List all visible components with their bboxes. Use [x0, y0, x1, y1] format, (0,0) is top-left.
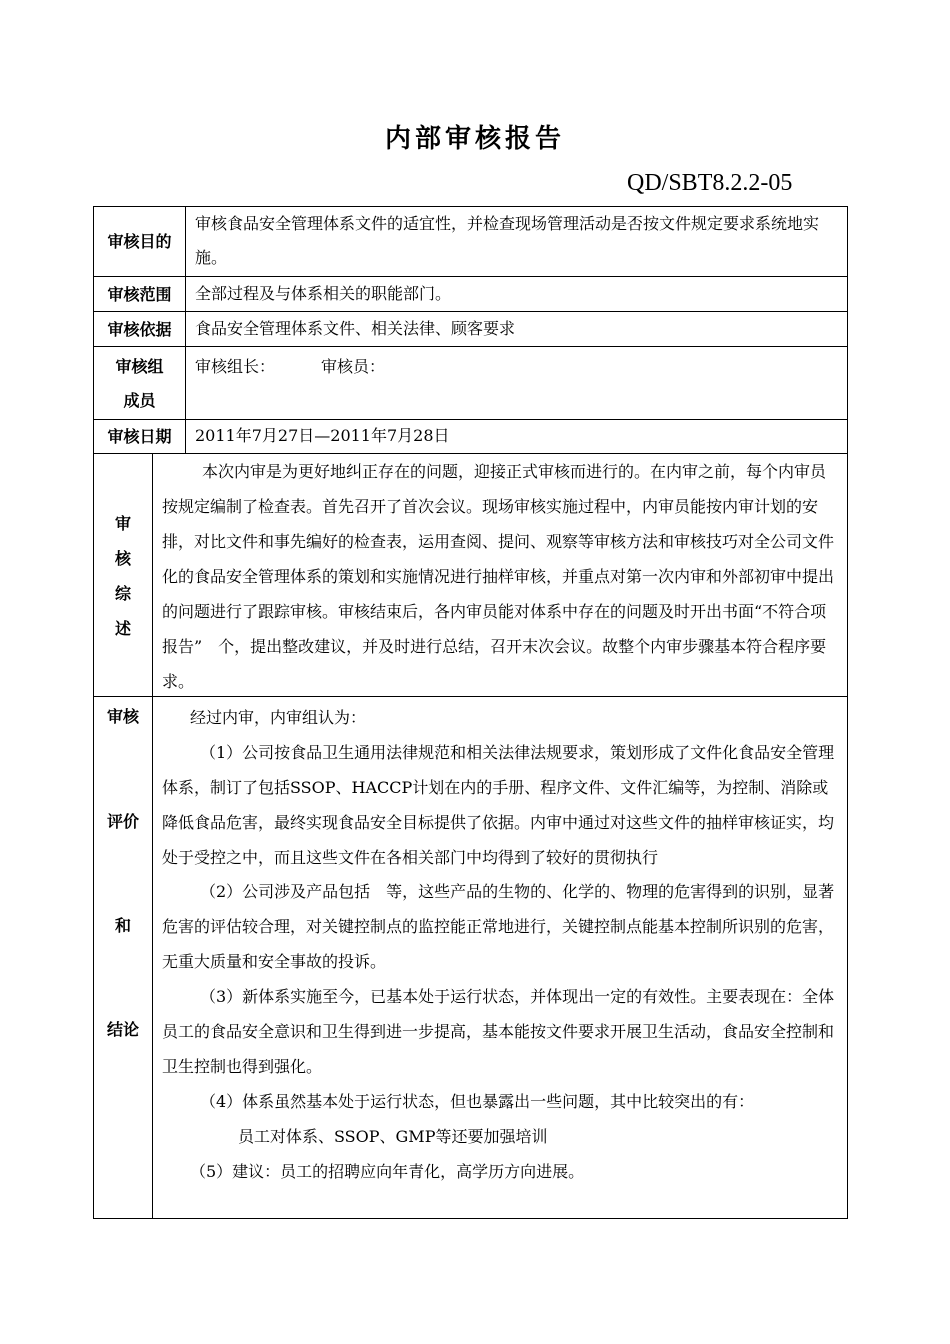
- basis-text: 食品安全管理体系文件、相关法律、顾客要求: [195, 319, 516, 338]
- members-leader: 审核组长：: [195, 357, 276, 376]
- table-border-bottom: [93, 1218, 848, 1219]
- date-text: 2011年7月27日—2011年7月28日: [195, 426, 450, 445]
- conclusion-label-part: 和: [114, 916, 131, 935]
- table-divider-v1: [185, 206, 186, 453]
- members-label-line2: 成员: [123, 391, 156, 410]
- table-divider-v2: [152, 453, 153, 1219]
- summary-label-char: 审: [114, 514, 131, 533]
- purpose-label: 审核目的: [107, 232, 172, 251]
- summary-label-char: 核: [114, 549, 131, 568]
- basis-label: 审核依据: [107, 320, 172, 339]
- purpose-text: 审核食品安全管理体系文件的适宜性，并检查现场管理活动是否按文件规定要求系统地实施。: [195, 214, 820, 267]
- scope-text: 全部过程及与体系相关的职能部门。: [195, 284, 452, 303]
- conclusion-point-3: （3）新体系实施至今，已基本处于运行状态，并体现出一定的有效性。主要表现在：全体员工的食品安全意识和卫生得到进一步提高，基本能按文件要求开展卫生活动，食品安全控制和卫生控制也得到强化。: [162, 987, 835, 1076]
- members-auditor: 审核员：: [321, 357, 386, 376]
- scope-label: 审核范围: [107, 285, 172, 304]
- page-title: 内部审核报告: [384, 124, 565, 154]
- conclusion-label-part: 评价: [106, 812, 139, 831]
- members-label-line1: 审核组: [115, 357, 164, 376]
- summary-label-char: 述: [114, 619, 131, 638]
- conclusion-point-4-item: 员工对体系、SSOP、GMP等还要加强培训: [238, 1127, 548, 1146]
- conclusion-point-4: （4）体系虽然基本处于运行状态，但也暴露出一些问题，其中比较突出的有：: [200, 1092, 755, 1111]
- conclusion-label-part: 结论: [106, 1020, 139, 1039]
- conclusion-label-part: 审核: [106, 707, 139, 726]
- summary-label-char: 综: [114, 584, 131, 603]
- table-border-right: [847, 206, 848, 1219]
- row-divider: [93, 346, 848, 347]
- conclusion-intro: 经过内审，内审组认为：: [190, 708, 367, 727]
- conclusion-point-5: （5）建议：员工的招聘应向年青化，高学历方向进展。: [190, 1162, 585, 1181]
- conclusion-point-1: （1）公司按食品卫生通用法律规范和相关法律法规要求，策划形成了文件化食品安全管理体系，制订了包括SSOP、HACCP计划在内的手册、程序文件、文件汇编等，为控制、消除或降低食品危害，最终实现食品安全目标提供了依据。内审中通过对这些文件的抽样审核证实，均处于受控之中，而且这些文件在各相关部门中均得到了较好的贯彻执行: [162, 743, 835, 867]
- summary-text: 本次内审是为更好地纠正存在的问题，迎接正式审核而进行的。在内审之前，每个内审员按规定编制了检查表。首先召开了首次会议。现场审核实施过程中，内审员能按内审计划的安排，对比文件和事先编好的检查表，运用查阅、提问、观察等审核方法和审核技巧对全公司文件化的食品安全管理体系的策划和实施情况进行抽样审核，并重点对第一次内审和外部初审中提出的问题进行了跟踪审核。审核结束后，各内审员能对体系中存在的问题及时开出书面“不符合项报告” 个，提出整改建议，并及时进行总结，召开末次会议。故整个内审步骤基本符合程序要求。: [162, 462, 835, 691]
- conclusion-point-2: （2）公司涉及产品包括 等，这些产品的生物的、化学的、物理的危害得到的识别，显著危害的评估较合理，对关键控制点的监控能正常地进行，关键控制点能基本控制所识别的危害，无重大质量和安全事故的投诉。: [162, 882, 835, 971]
- date-label: 审核日期: [107, 427, 172, 446]
- document-code: QD/SBT8.2.2-05: [627, 170, 793, 196]
